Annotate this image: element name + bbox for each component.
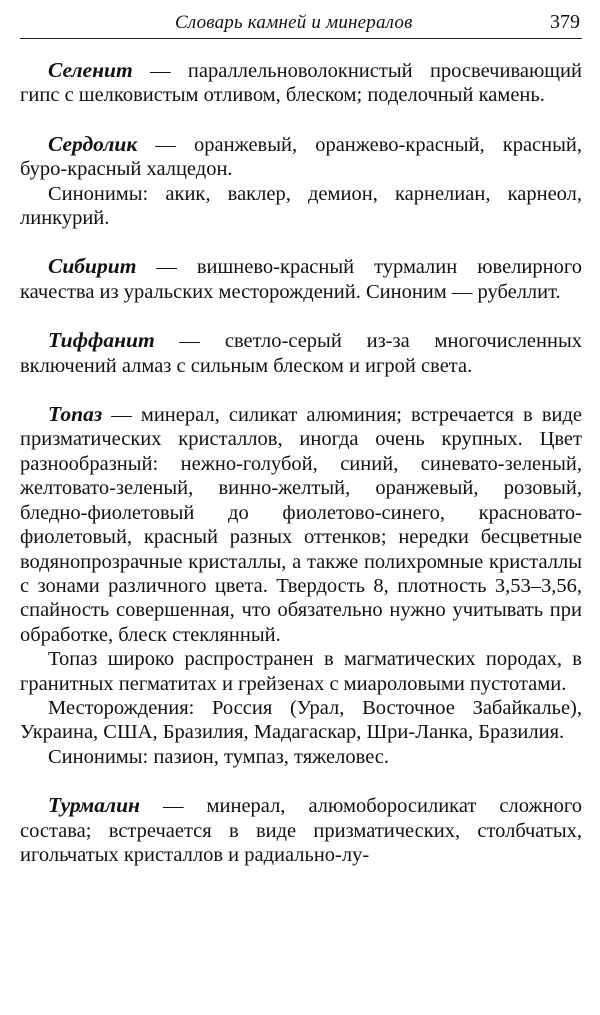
entry-term: Селенит <box>48 58 133 82</box>
entry-term: Топаз <box>48 402 103 427</box>
synonyms-paragraph: Синонимы: акик, ваклер, демион, карнелиан, карнеол, линкурий. <box>20 182 582 230</box>
entry-term: Турмалин <box>48 793 140 818</box>
entry-definition <box>20 132 582 182</box>
entry-sibirite <box>20 254 582 304</box>
entry-definition <box>20 402 582 647</box>
definition-text: — параллельноволокнистый просвечивающий гипс с шелковистым отливом, блеском; поделочный камень. <box>20 60 582 107</box>
entry-topaz <box>20 402 582 769</box>
entry-carnelian <box>20 132 582 231</box>
entry-tiffanite <box>20 328 582 378</box>
entry-definition <box>20 58 582 108</box>
entry-term: Сердолик <box>48 131 138 156</box>
dictionary-entries <box>20 58 582 891</box>
running-title: Словарь камней и минералов <box>175 12 413 33</box>
entry-term: Тиффанит <box>48 328 155 353</box>
deposits-paragraph: Месторождения: Россия (Урал, Восточное Забайкалье), Украина, США, Бразилия, Мадагаскар, Шри-Ланка, Бразилия. <box>20 696 582 744</box>
page-header <box>20 10 582 39</box>
definition-text: — светло-серый из-за многочисленных включений алмаз с сильным блеском и игрой света. <box>20 330 582 377</box>
entry-tourmaline <box>20 793 582 867</box>
entry-term: Сибирит <box>48 254 137 279</box>
entry-definition <box>20 254 582 304</box>
synonyms-paragraph: Синонимы: пазион, тумпаз, тяжеловес. <box>48 745 390 768</box>
definition-text: — оранжевый, оранжево-красный, красный, буро-красный халцедон. <box>20 133 582 181</box>
page-number: 379 <box>550 11 580 33</box>
definition-text: — минерал, силикат алюминия; встречается в виде призматических кристаллов, иногда очень крупных. Цвет разнообразный: нежно-голубой, синий, синевато-зеленый, желтовато-зеленый, винно-желтый, оранжевый, розовый, бледно-фиолетовый до фиолетово-синего, красновато-фиолетовый, красный разных оттенков; нередки бесцветные водянопрозрачные кристаллы, а также полихромные кристаллы с зонами различного цвета. Твердость 8, плотность 3,53–3,56, спайность совершенная, что обязательно нужно учитывать при обработке, блеск стеклянный. <box>20 404 582 646</box>
occurrence-paragraph: Топаз широко распространен в магматических породах, в гранитных пегматитах и грейзенах с миароловыми пустотами. <box>20 648 582 695</box>
definition-text: — минерал, алюмоборосиликат сложного состава; встречается в виде призматических, столбчатых, игольчатых кристаллов и радиально-лу- <box>20 795 582 866</box>
entry-definition <box>20 328 582 378</box>
entry-definition <box>20 793 582 867</box>
definition-text: — вишнево-красный турмалин ювелирного качества из уральских месторождений. Синоним — рубеллит. <box>20 256 582 303</box>
entry-selenite <box>20 58 582 108</box>
